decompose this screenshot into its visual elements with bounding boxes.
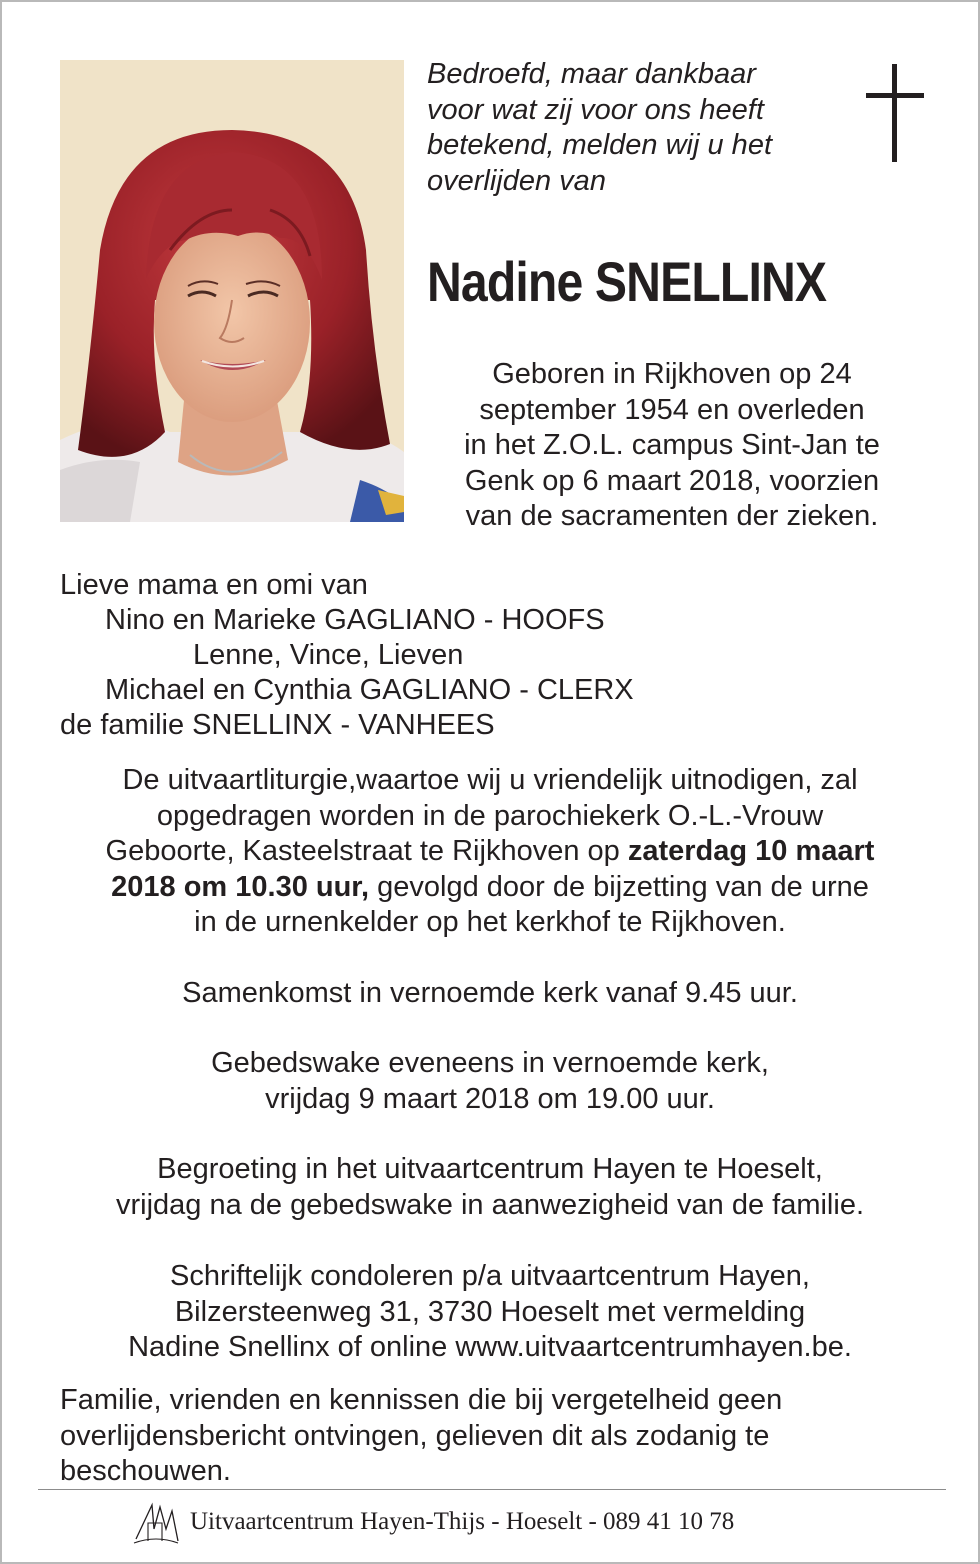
closing-note: Familie, vrienden en kennissen die bij vergetelheid geen overlijdensbericht ontvingen, gelieven dit als zodanig te beschouwen. bbox=[60, 1384, 783, 1487]
vigil-line: Gebedswake eveneens in vernoemde kerk, bbox=[211, 1047, 769, 1079]
family-list bbox=[60, 568, 920, 743]
family-member-line: de familie SNELLINX - VANHEES bbox=[60, 709, 495, 741]
condolence-line: Nadine Snellinx of online www.uitvaartcentrumhayen.be. bbox=[128, 1331, 852, 1363]
liturgy-paragraph bbox=[52, 763, 928, 941]
footer-text: Uitvaartcentrum Hayen-Thijs - Hoeselt - 089 41 10 78 bbox=[190, 1508, 735, 1535]
liturgy-line: in de urnenkelder op het kerkhof te Rijkhoven. bbox=[194, 906, 786, 938]
family-member-line: Lenne, Vince, Lieven bbox=[193, 639, 464, 671]
footer bbox=[132, 1496, 734, 1548]
greeting-paragraph bbox=[52, 1152, 928, 1223]
birth-death-details: Geboren in Rijkhoven op 24 september 1954 en overleden in het Z.O.L. campus Sint-Jan te Genk op 6 maart 2018, voorzien van de sacramenten der zieken. bbox=[464, 358, 880, 532]
liturgy-line bbox=[52, 834, 928, 870]
footer-divider bbox=[38, 1489, 946, 1490]
condolence-line: Bilzersteenweg 31, 3730 Hoeselt met vermelding bbox=[174, 1295, 806, 1328]
liturgy-line: De uitvaartliturgie,waartoe wij u vriendelijk uitnodigen, zal bbox=[122, 764, 858, 796]
vigil-line: vrijdag 9 maart 2018 om 19.00 uur. bbox=[265, 1082, 715, 1115]
gathering-paragraph bbox=[52, 976, 928, 1012]
liturgy-time-bold: 2018 om 10.30 uur, bbox=[111, 870, 370, 903]
deceased-name: Nadine SNELLINX bbox=[427, 250, 827, 313]
liturgy-date-bold: zaterdag 10 maart bbox=[627, 835, 875, 867]
intro-text: Bedroefd, maar dankbaar voor wat zij voor ons heeft betekend, melden wij u het overlijden van bbox=[427, 58, 772, 197]
cross-icon bbox=[866, 64, 924, 162]
family-heading: Lieve mama en omi van bbox=[60, 569, 368, 601]
liturgy-line: opgedragen worden in de parochiekerk O.-L.-Vrouw bbox=[156, 799, 824, 832]
condolence-line: Schriftelijk condoleren p/a uitvaartcentrum Hayen, bbox=[170, 1260, 810, 1292]
vigil-paragraph bbox=[52, 1046, 928, 1117]
family-member-line: Michael en Cynthia GAGLIANO - CLERX bbox=[105, 674, 634, 706]
liturgy-line bbox=[52, 870, 928, 906]
gathering-line: Samenkomst in vernoemde kerk vanaf 9.45 uur. bbox=[182, 977, 798, 1009]
condolence-paragraph bbox=[52, 1259, 928, 1366]
funeral-home-logo-icon bbox=[132, 1499, 180, 1545]
family-member-line: Nino en Marieke GAGLIANO - HOOFS bbox=[105, 604, 605, 636]
liturgy-text: Geboorte, Kasteelstraat te Rijkhoven op bbox=[105, 835, 628, 867]
greeting-line: vrijdag na de gebedswake in aanwezigheid van de familie. bbox=[115, 1188, 865, 1221]
greeting-line: Begroeting in het uitvaartcentrum Hayen te Hoeselt, bbox=[157, 1153, 823, 1185]
portrait-photo bbox=[60, 60, 404, 522]
liturgy-text: gevolgd door de bijzetting van de urne bbox=[369, 870, 869, 903]
